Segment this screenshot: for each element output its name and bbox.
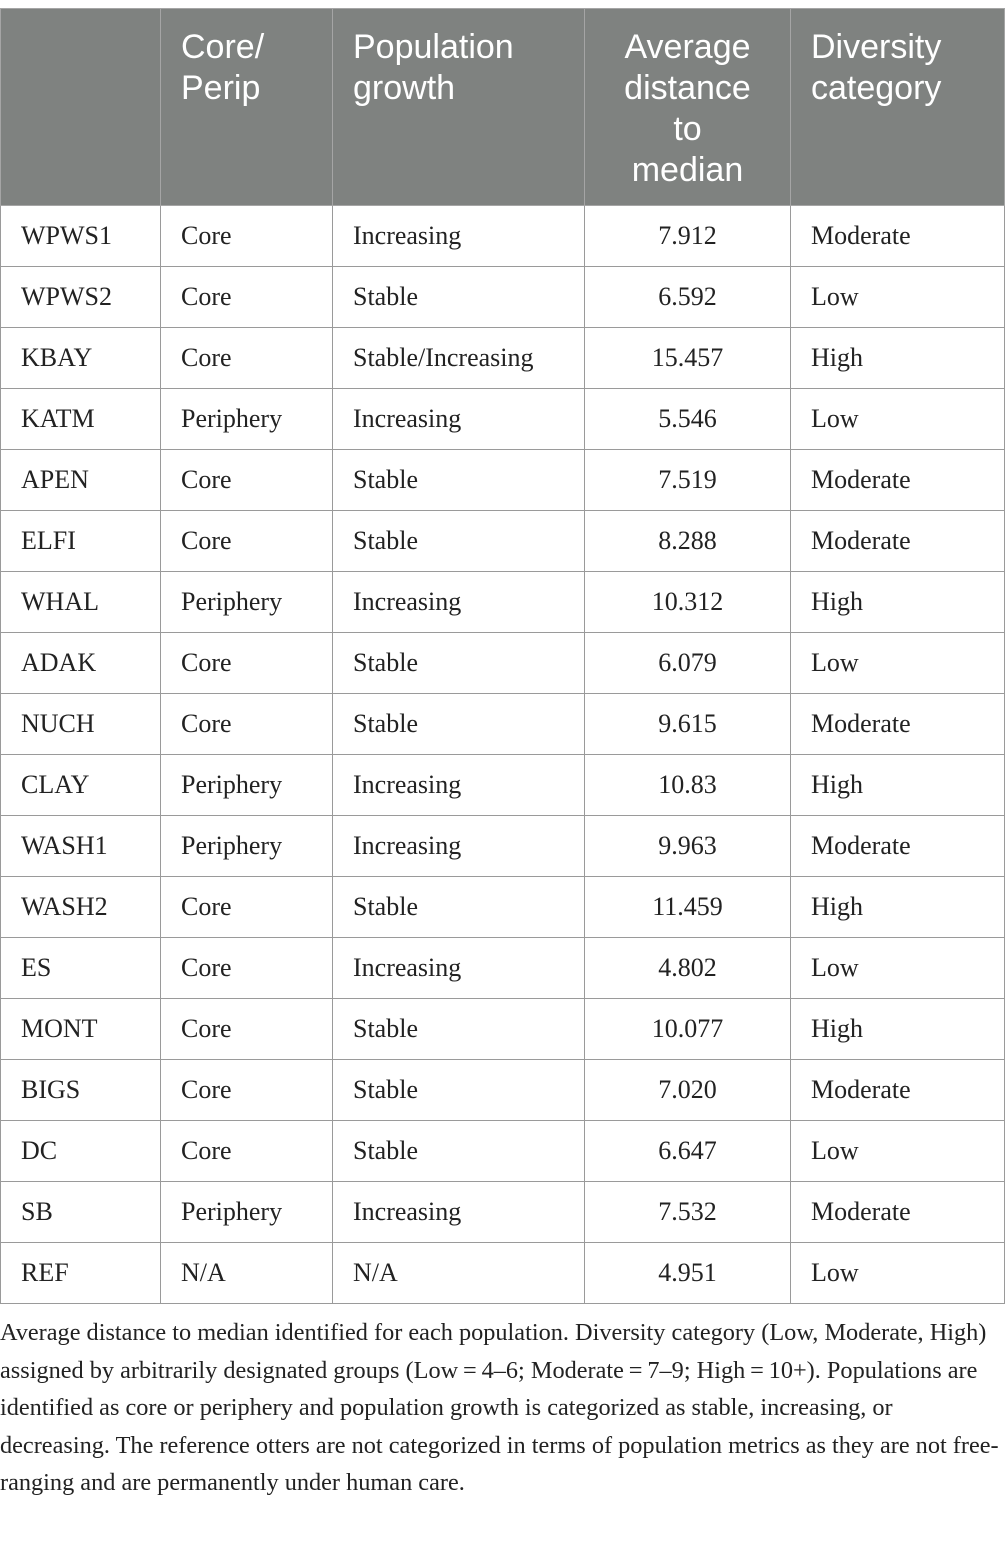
distance-cell: 11.459: [585, 877, 791, 938]
core-perip-cell: Periphery: [161, 572, 333, 633]
distance-cell: 10.312: [585, 572, 791, 633]
header-population-growth: Population growth: [333, 9, 585, 206]
population-cell: ELFI: [1, 511, 161, 572]
growth-cell: Increasing: [333, 816, 585, 877]
distance-cell: 10.077: [585, 999, 791, 1060]
data-table: [0, 8, 1005, 1304]
header-average-distance: Average distance to median: [585, 9, 791, 206]
table-row: [1, 755, 1005, 816]
table-row: [1, 267, 1005, 328]
growth-cell: Stable: [333, 1060, 585, 1121]
diversity-cell: High: [791, 572, 1005, 633]
distance-cell: 7.020: [585, 1060, 791, 1121]
table-row: [1, 694, 1005, 755]
table-row: [1, 450, 1005, 511]
core-perip-cell: Periphery: [161, 1182, 333, 1243]
distance-cell: 6.647: [585, 1121, 791, 1182]
header-row: [1, 9, 1005, 206]
growth-cell: Increasing: [333, 389, 585, 450]
table-row: [1, 206, 1005, 267]
table-row: [1, 328, 1005, 389]
growth-cell: Stable: [333, 450, 585, 511]
table-row: [1, 1243, 1005, 1304]
population-cell: APEN: [1, 450, 161, 511]
diversity-cell: Low: [791, 1243, 1005, 1304]
diversity-cell: Moderate: [791, 694, 1005, 755]
core-perip-cell: Core: [161, 633, 333, 694]
distance-cell: 7.532: [585, 1182, 791, 1243]
document: [0, 8, 1005, 1502]
core-perip-cell: Core: [161, 511, 333, 572]
diversity-cell: Moderate: [791, 450, 1005, 511]
population-cell: KATM: [1, 389, 161, 450]
growth-cell: Stable: [333, 1121, 585, 1182]
table-row: [1, 938, 1005, 999]
diversity-cell: Low: [791, 267, 1005, 328]
diversity-cell: Moderate: [791, 816, 1005, 877]
diversity-cell: Low: [791, 389, 1005, 450]
growth-cell: Stable: [333, 633, 585, 694]
growth-cell: Stable: [333, 999, 585, 1060]
diversity-cell: High: [791, 755, 1005, 816]
core-perip-cell: Core: [161, 267, 333, 328]
table-row: [1, 389, 1005, 450]
growth-cell: Stable: [333, 511, 585, 572]
growth-cell: Increasing: [333, 755, 585, 816]
table-row: [1, 877, 1005, 938]
core-perip-cell: Periphery: [161, 755, 333, 816]
table-row: [1, 511, 1005, 572]
distance-cell: 15.457: [585, 328, 791, 389]
diversity-cell: High: [791, 877, 1005, 938]
header-core-perip: Core/ Perip: [161, 9, 333, 206]
diversity-cell: Moderate: [791, 511, 1005, 572]
population-cell: WPWS2: [1, 267, 161, 328]
diversity-cell: Moderate: [791, 206, 1005, 267]
table-row: [1, 1060, 1005, 1121]
table-body: [1, 206, 1005, 1304]
growth-cell: Stable: [333, 877, 585, 938]
distance-cell: 8.288: [585, 511, 791, 572]
diversity-cell: High: [791, 999, 1005, 1060]
table-caption: Average distance to median identified for each population. Diversity category (Low, Moderate, High) assigned by arbitrarily designated groups (Low = 4–6; Moderate = 7–9; High = 10+). Populations are identified as core or periphery and population growth is categorized as stable, increasing, or decreasing. The reference otters are not categorized in terms of population metrics as they are not free-ranging and are permanently under human care.: [0, 1319, 999, 1496]
core-perip-cell: Core: [161, 999, 333, 1060]
growth-cell: N/A: [333, 1243, 585, 1304]
header-blank: [1, 9, 161, 206]
core-perip-cell: Core: [161, 1060, 333, 1121]
population-cell: BIGS: [1, 1060, 161, 1121]
distance-cell: 10.83: [585, 755, 791, 816]
distance-cell: 6.592: [585, 267, 791, 328]
growth-cell: Stable/Increasing: [333, 328, 585, 389]
core-perip-cell: N/A: [161, 1243, 333, 1304]
growth-cell: Stable: [333, 694, 585, 755]
distance-cell: 4.951: [585, 1243, 791, 1304]
growth-cell: Increasing: [333, 206, 585, 267]
population-cell: WASH1: [1, 816, 161, 877]
population-cell: DC: [1, 1121, 161, 1182]
population-cell: CLAY: [1, 755, 161, 816]
population-cell: MONT: [1, 999, 161, 1060]
table-row: [1, 816, 1005, 877]
core-perip-cell: Core: [161, 694, 333, 755]
population-cell: WASH2: [1, 877, 161, 938]
population-cell: SB: [1, 1182, 161, 1243]
growth-cell: Increasing: [333, 1182, 585, 1243]
population-cell: KBAY: [1, 328, 161, 389]
table-row: [1, 572, 1005, 633]
diversity-cell: Low: [791, 1121, 1005, 1182]
population-cell: NUCH: [1, 694, 161, 755]
header-diversity-category: Diversity category: [791, 9, 1005, 206]
distance-cell: 6.079: [585, 633, 791, 694]
core-perip-cell: Core: [161, 877, 333, 938]
core-perip-cell: Core: [161, 938, 333, 999]
distance-cell: 5.546: [585, 389, 791, 450]
table-row: [1, 1121, 1005, 1182]
population-cell: REF: [1, 1243, 161, 1304]
core-perip-cell: Core: [161, 206, 333, 267]
diversity-cell: High: [791, 328, 1005, 389]
distance-cell: 4.802: [585, 938, 791, 999]
table-row: [1, 633, 1005, 694]
table-row: [1, 999, 1005, 1060]
distance-cell: 7.519: [585, 450, 791, 511]
table-header: [1, 9, 1005, 206]
diversity-cell: Moderate: [791, 1182, 1005, 1243]
population-cell: WPWS1: [1, 206, 161, 267]
diversity-cell: Low: [791, 938, 1005, 999]
population-cell: ADAK: [1, 633, 161, 694]
population-cell: ES: [1, 938, 161, 999]
distance-cell: 9.963: [585, 816, 791, 877]
growth-cell: Increasing: [333, 572, 585, 633]
table-row: [1, 1182, 1005, 1243]
distance-cell: 9.615: [585, 694, 791, 755]
diversity-cell: Moderate: [791, 1060, 1005, 1121]
core-perip-cell: Periphery: [161, 389, 333, 450]
diversity-cell: Low: [791, 633, 1005, 694]
growth-cell: Stable: [333, 267, 585, 328]
core-perip-cell: Core: [161, 450, 333, 511]
growth-cell: Increasing: [333, 938, 585, 999]
core-perip-cell: Periphery: [161, 816, 333, 877]
distance-cell: 7.912: [585, 206, 791, 267]
population-cell: WHAL: [1, 572, 161, 633]
core-perip-cell: Core: [161, 328, 333, 389]
core-perip-cell: Core: [161, 1121, 333, 1182]
